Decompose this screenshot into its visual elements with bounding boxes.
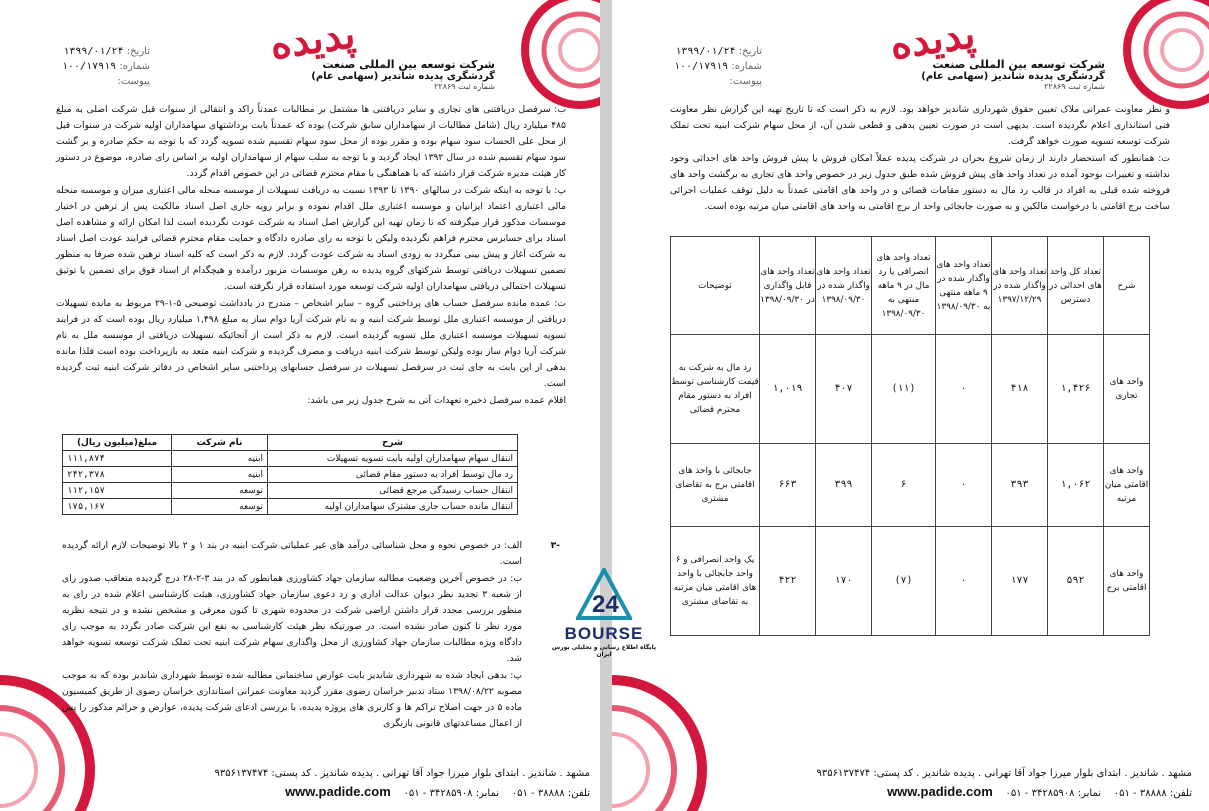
date-value: ۱۳۹۹/۰۱/۲۴ — [675, 46, 736, 57]
header-total-units: تعداد کل واحد های احداثی در دسترس — [1048, 237, 1104, 335]
number-value: ۱۰۰/۱۷۹۱۹ — [673, 61, 729, 72]
table-row — [671, 444, 1150, 526]
table-cell: ۴۲۲ — [760, 526, 816, 635]
table-row — [63, 451, 518, 467]
table-cell: ۴۰۷ — [816, 335, 872, 444]
header-amount: مبلغ(میلیون ریال) — [63, 435, 172, 451]
footer-address: مشهد . شاندیز . ابتدای بلوار میرزا جواد آقا تهرانی . پدیده شاندیز . کد پستی: ۹۳۵۶۱۳۷۴۷۴ — [816, 768, 1192, 779]
company-line2: گردشگری پدیده شاندیز (سهامی عام) — [311, 71, 495, 82]
table-cell: ۱۷۰ — [816, 526, 872, 635]
left-body-top — [56, 102, 566, 410]
table-cell: رد مال توسط افراد به دستور مقام قضائی — [268, 467, 518, 483]
header-company: نام شرکت — [172, 435, 268, 451]
number-label: شماره: — [119, 61, 150, 72]
table-header-row — [671, 237, 1150, 335]
bourse-name: BOURSE — [564, 624, 644, 643]
table-cell: جابجائی با واحد های اقامتی برج به تقاضای مشتری — [671, 444, 760, 526]
footer-contact — [150, 784, 590, 799]
table-cell: رد مال به شرکت به قیمت کارشناسی توسط افراد به دستور مقام محترم قضائی — [671, 335, 760, 444]
date-value: ۱۳۹۹/۰۱/۲۴ — [63, 46, 124, 57]
document-page-left — [0, 0, 600, 811]
right-body-top — [670, 102, 1170, 216]
table-cell: ۴۱۸ — [992, 335, 1048, 444]
table-cell: ۱۷۵,۱۶۷ — [63, 499, 172, 515]
header-transferred-9m: تعداد واحد های واگذار شده در ۹ ماهه منتهی به ۱۳۹۸/۰۹/۳۰ — [936, 237, 992, 335]
commitments-table — [62, 434, 518, 515]
table-cell: (۱۱) — [872, 335, 936, 444]
table-cell: واحد های تجاری — [1104, 335, 1150, 444]
table-cell: انتقال مانده حساب جاری مشترک سهامداران اولیه — [268, 499, 518, 515]
attachment-label: پیوست: — [729, 76, 762, 87]
bourse-logo-icon — [576, 568, 632, 624]
paragraph-alef: الف: در خصوص نحوه و محل شناسائی درآمد های غیر عملیاتی شرکت ابنیه در بند ۱ و ۲ بالا توضیحات لازم ارائه گردیده است. — [62, 540, 523, 567]
table-row — [63, 467, 518, 483]
bourse-watermark — [549, 568, 659, 658]
paragraph-t: ت: عمده مانده سرفصل حساب های پرداختنی گروه – سایر اشخاص – مندرج در یادداشت توضیحی ۵-۱-۲۹ مربوط به مانده تسهیلات دریافتی از موسسه اعتباری ملل توسط شرکت ابنیه و به نام شرکت آریا دوام ساز به مبلغ ۱,۴۹۸ میلیارد ریال بوده است که در فرایند تسویه تسهیلات موسسه اعتباری ملل تسویه گردیده است. لازم به ذکر است از آنجائیکه تسهیلات دریافتی از موسسه ملل به نام شرکت آریا دوام ساز بوده ولیکن توسط شرکت ابنیه دریافت و مصرف گردیده و شرکت ابنیه متعد به بازپرداخت بوده است فلذا مانده بدهی از این بابت به جای ثبت در سرفصل تسهیلات در سرفصل حسابهای پرداختنی سایر اشخاص در دفاتر شرکت ابنیه ثبت گردیده است. — [56, 298, 566, 389]
table-row — [63, 483, 518, 499]
table-cell: واحد های اقامتی میان مرتبه — [1104, 444, 1150, 526]
table-cell: ۱,۰۱۹ — [760, 335, 816, 444]
footer-website: www.padide.com — [285, 784, 391, 799]
table-cell: توسعه — [172, 483, 268, 499]
swirl-decoration-bottom — [612, 660, 752, 811]
company-registration: شماره ثبت ۲۲۸۶۹ — [1044, 82, 1105, 91]
paragraph-t: ت: همانطور که استحضار دارند از زمان شروع بحران در شرکت پدیده عملاً امکان فروش یا پیش فروش واحد های احداثی وجود نداشته و تغییرات بوجود آمده در تعداد واحد های پیش فروش شده طبق جدول زیر در خصوص واحد های تجاری به برگشت واحد های فروخته شده قبلی به افراد در قالب رد مال به دستور مقامات قضائی و در واحد های اقامتی عمدتاً به دلیل توقف عملیات اجرائی ساخت برج اقامتی با درخواست مالکین و به صورت جابجائی واحد از برج اقامتی به واحد های اقامتی میان مرتبه بوده است. — [670, 153, 1170, 212]
brand-logo: پدیده — [887, 10, 979, 69]
company-line1: شرکت توسعه بین المللی صنعت — [932, 58, 1105, 71]
page-gutter — [600, 0, 612, 811]
header-notes: توضیحات — [671, 237, 760, 335]
table-cell: ۰ — [936, 444, 992, 526]
number-value: ۱۰۰/۱۷۹۱۹ — [61, 61, 117, 72]
table-cell: ۵۹۲ — [1048, 526, 1104, 635]
letter-meta — [642, 44, 762, 89]
company-registration: شماره ثبت ۲۲۸۶۹ — [434, 82, 495, 91]
header-available: تعداد واحد های قابل واگذاری در ۱۳۹۸/۰۹/۳۰ — [760, 237, 816, 335]
table-cell: ۳۹۳ — [992, 444, 1048, 526]
paragraph-intro: و نظر معاونت عمرانی ملاک تعیین حقوق شهرداری شاندیز خواهد بود. لازم به ذکر است که تا تاریخ تهیه این گزارش نظر معاونت فنی استانداری اعلام نگردیده است. بدیهی است در صورت تعیین بدهی و قطعی شدن آن، از محل سهام شرکت ابنیه تحت تملک شرکت توسعه تسویه صورت خواهد گرفت. — [670, 104, 1170, 147]
table-cell: ۰ — [936, 526, 992, 635]
table-cell: ۲۴۲,۳۷۸ — [63, 467, 172, 483]
footer-address: مشهد . شاندیز . ابتدای بلوار میرزا جواد آقا تهرانی . پدیده شاندیز . کد پستی: ۹۳۵۶۱۳۷۴۷۴ — [214, 768, 590, 779]
table-cell: ۶۶۳ — [760, 444, 816, 526]
table-cell: ۱۷۷ — [992, 526, 1048, 635]
footer-phone: تلفن: ۳۸۸۸۸ - ۰۵۱ — [511, 788, 590, 799]
table-cell: ۳۹۹ — [816, 444, 872, 526]
table-cell: (۷) — [872, 526, 936, 635]
company-name — [910, 58, 1105, 91]
left-body-bottom — [62, 538, 522, 733]
bourse-tagline: پایگاه اطلاع رسانی و تحلیلی بورس ایران — [551, 644, 657, 658]
footer-fax: نمابر: ۳۴۲۸۵۹۰۸ - ۰۵۱ — [403, 788, 500, 799]
table-cell: ابنیه — [172, 451, 268, 467]
table-cell: یک واحد انصرافی و ۶ واحد جابجائی با واحد های اقامتی میان مرتبه به تقاضای مشتری — [671, 526, 760, 635]
header-transferred-1397: تعداد واحد های واگذار شده در ۱۳۹۷/۱۲/۲۹ — [992, 237, 1048, 335]
company-line1: شرکت توسعه بین المللی صنعت — [322, 58, 495, 71]
footer-contact — [762, 784, 1192, 799]
header-description: شرح — [1104, 237, 1150, 335]
paragraph-b2: ب: در خصوص آخرین وضعیت مطالبه سازمان جهاد کشاورزی همانطور که در بند ۳-۲-۲۸ درج گردیده متعاقب صدور رای از شعبه ۳ تجدید نظر دیوان عدالت اداری و رد دعوی سازمان جهاد کشاورزی، هیئت کارشناسی اعلام شده در رای به منظور بررسی مجدد قرار داشتن اراضی شرکت در محدوده شهری تا کنون معرفی و مشخص نشده و در نتیجه نظریه مورد نظر تا کنون صادر نشده است. در صورتیکه نظر هیئت کارشناسی به نفع این شرکت صادر نگردد به موجب رای دادگاه ویژه مطالبات سازمان جهاد کشاورزی از محل واگذاری سهام شرکت ابنیه تحت تملک شرکت توسعه تسویه خواهد شد. — [62, 573, 522, 664]
company-name — [300, 58, 495, 91]
date-label: تاریخ: — [738, 46, 762, 57]
footer-phone: تلفن: ۳۸۸۸۸ - ۰۵۱ — [1113, 788, 1192, 799]
table-row — [63, 499, 518, 515]
paragraph-p2: پ: بدهی ایجاد شده به شهرداری شاندیز بابت عوارض ساختمانی مطالبه شده توسط شهرداری شاندیز بوده که به موجب مصوبه ۱۳۹۸/۰۸/۲۲ ستاد تدبیر خراسان رضوی مقرر گردید معاونت عمرانی استانداری خراسان رضوی از طریق کمیسیون ماده ۵ در جهت اصلاح تراکم ها و کاربری های پروژه پدیده، با بررسی ادعای شرکت پدیده، عوارض و جرائم مذکور را پس از اعمال مساعدتهای قانونی بازنگری — [62, 670, 523, 729]
table-cell: انتقال سهام سهامداران اولیه بابت تسویه تسهیلات — [268, 451, 518, 467]
table-cell: ۱۱۲,۱۵۷ — [63, 483, 172, 499]
units-table — [670, 236, 1150, 636]
table-header-row — [63, 435, 518, 451]
table-cell: ۱,۰۶۲ — [1048, 444, 1104, 526]
table-cell: ۶ — [872, 444, 936, 526]
brand-logo: پدیده — [267, 10, 359, 69]
table-cell: واحد های اقامتی برج — [1104, 526, 1150, 635]
company-line2: گردشگری پدیده شاندیز (سهامی عام) — [921, 71, 1105, 82]
number-label: شماره: — [731, 61, 762, 72]
table-cell: انتقال حساب رسیدگی مرجع قضائی — [268, 483, 518, 499]
table-cell: ۰ — [936, 335, 992, 444]
table-intro: اقلام عمده سرفصل ذخیره تعهدات آتی به شرح جدول زیر می باشد: — [307, 395, 566, 406]
table-row — [671, 526, 1150, 635]
attachment-label: پیوست: — [117, 76, 150, 87]
header-transferred-1398: تعداد واحد های واگذار شده در ۱۳۹۸/۰۹/۳۰ — [816, 237, 872, 335]
date-label: تاریخ: — [126, 46, 150, 57]
header-cancelled-9m: تعداد واحد های انصرافی یا رد مال در ۹ ماهه منتهی به ۱۳۹۸/۰۹/۳۰ — [872, 237, 936, 335]
paragraph-b1: ب: سرفصل دریافتنی های تجاری و سایر دریافتنی ها مشتمل بر مطالبات عمدتاً راکد و انتقالی از سنوات قبل شرکت اصلی به مبلغ ۴۸۵ میلیارد ریال (شامل مطالبات از سهامداران سابق شرکت) بوده که عمدتاً بابت برداشتهای سهامداران اولیه شرکت در سنوات قبل از محل علی الحساب سود سهام بوده و مقرر بوده از محل سود سهام تقسیم شده تسویه گردد که با توجه به حکم صادره و بر گشت سود سهام تقسیم شده در سال ۱۳۹۲ ایجاد گردید و با توجه به سلب سهام از سهامداران اولیه بر اساس رای صادره، موضوع در دستور کار هیئت مدیره شرکت قرار داشته که با هماهنگی با مقام محترم قضائی در این خصوص اقدام گردد. — [56, 104, 566, 179]
svg-text:24: 24 — [592, 591, 619, 618]
footer-fax: نمابر: ۳۴۲۸۵۹۰۸ - ۰۵۱ — [1005, 788, 1102, 799]
footer-website: www.padide.com — [887, 784, 993, 799]
document-page-right — [612, 0, 1209, 811]
header-description: شرح — [268, 435, 518, 451]
letter-meta — [30, 44, 150, 89]
table-cell: توسعه — [172, 499, 268, 515]
paragraph-p: پ: با توجه به اینکه شرکت در سالهای ۱۳۹۰ تا ۱۳۹۳ نسبت به دریافت تسهیلات از موسسه منحله مالی اعتباری میزان و موسسه منحله مالی اعتباری اعتماد ایرانیان و موسسه اعتباری ملل اقدام نموده و برابر رویه جاری اصل اسناد مالکیت پس از ترهین در اختیار موسسات مذکور قرار میگرفته که تا زمان تهیه این گزارش اصل اسناد به شرکت عودت نگردیده است لذا امکان ارائه و مشاهده اصل اسناد برای حسابرس محترم فراهم نگردیده ولیکن با توجه به رای صادره دادگاه و حمایت مقام محترم قضائی فرایند عودت اصل اسناد به شرکت آغاز و پیش بینی میگردد به زودی اسناد به شرکت عودت گردد. لازم به ذکر است که کلیه اسناد ترهین شده صرفا به منظور تضمین تسهیلات دریافتی توسط شرکتهای گروه پدیده به رهن موسسات مزبور درآمده و هیچگدام از اسناد فوق برای تضمین یا توثیق تسهیلات احتمالی دریافتی سهامداران اولیه شرکت توسعه مورد استفاده قرار نگرفته است. — [56, 185, 566, 292]
table-cell: ۱۱۱,۸۷۴ — [63, 451, 172, 467]
table-cell: ابنیه — [172, 467, 268, 483]
table-row — [671, 335, 1150, 444]
section-number: -۳ — [550, 540, 560, 551]
table-cell: ۱,۴۲۶ — [1048, 335, 1104, 444]
